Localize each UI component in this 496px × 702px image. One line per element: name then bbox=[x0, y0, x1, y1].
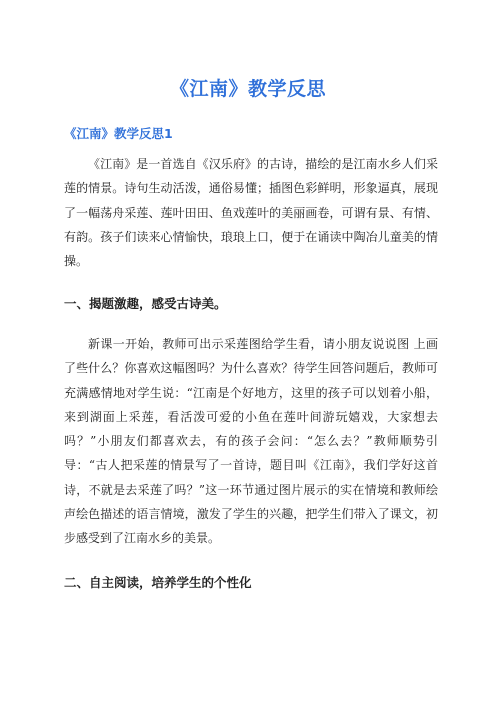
subheading-1: 一、揭题激趣，感受古诗美。 bbox=[64, 296, 227, 311]
body-paragraph-2: 新课一开始，教师可出示采莲图给学生看，请小朋友说说图 上画了些什么？你喜欢这幅图吗？为什么喜欢？待学生回答问题后，教师可充满感情地对学生说：“江南是个好地方，这里的孩子可以划着小船，来到湖面上采莲，看活泼可爱的小鱼在莲叶间游玩嬉戏，大家想去吗？”小朋友们都喜欢去，有的孩子会问：“怎么去？”教师顺势引导：“古人把采莲的情景写了一首诗，题目叫《江南》，我们学好这首诗，不就是去采莲了吗？”这一环节通过图片展示的实在情境和教师绘声绘色描述的语言情境，激发了学生的兴趣，把学生们带入了课文，初步感受到了江南水乡的美景。 bbox=[64, 337, 438, 546]
section-heading: 《江南》教学反思1 bbox=[64, 126, 173, 141]
document-title: 《江南》教学反思 bbox=[169, 78, 326, 100]
subheading-2: 二、自主阅读，培养学生的个性化 bbox=[64, 575, 252, 590]
body-paragraph-1: 《江南》是一首选自《汉乐府》的古诗，描绘的是江南水乡人们采莲的情景。诗句生动活泼，通俗易懂；插图色彩鲜明，形象逼真，展现了一幅荡舟采莲、莲叶田田、鱼戏莲叶的美丽画卷，可谓有景、有情、有韵。孩子们读来心情愉快，琅琅上口，便于在诵读中陶冶儿童美的情操。 bbox=[64, 157, 438, 269]
